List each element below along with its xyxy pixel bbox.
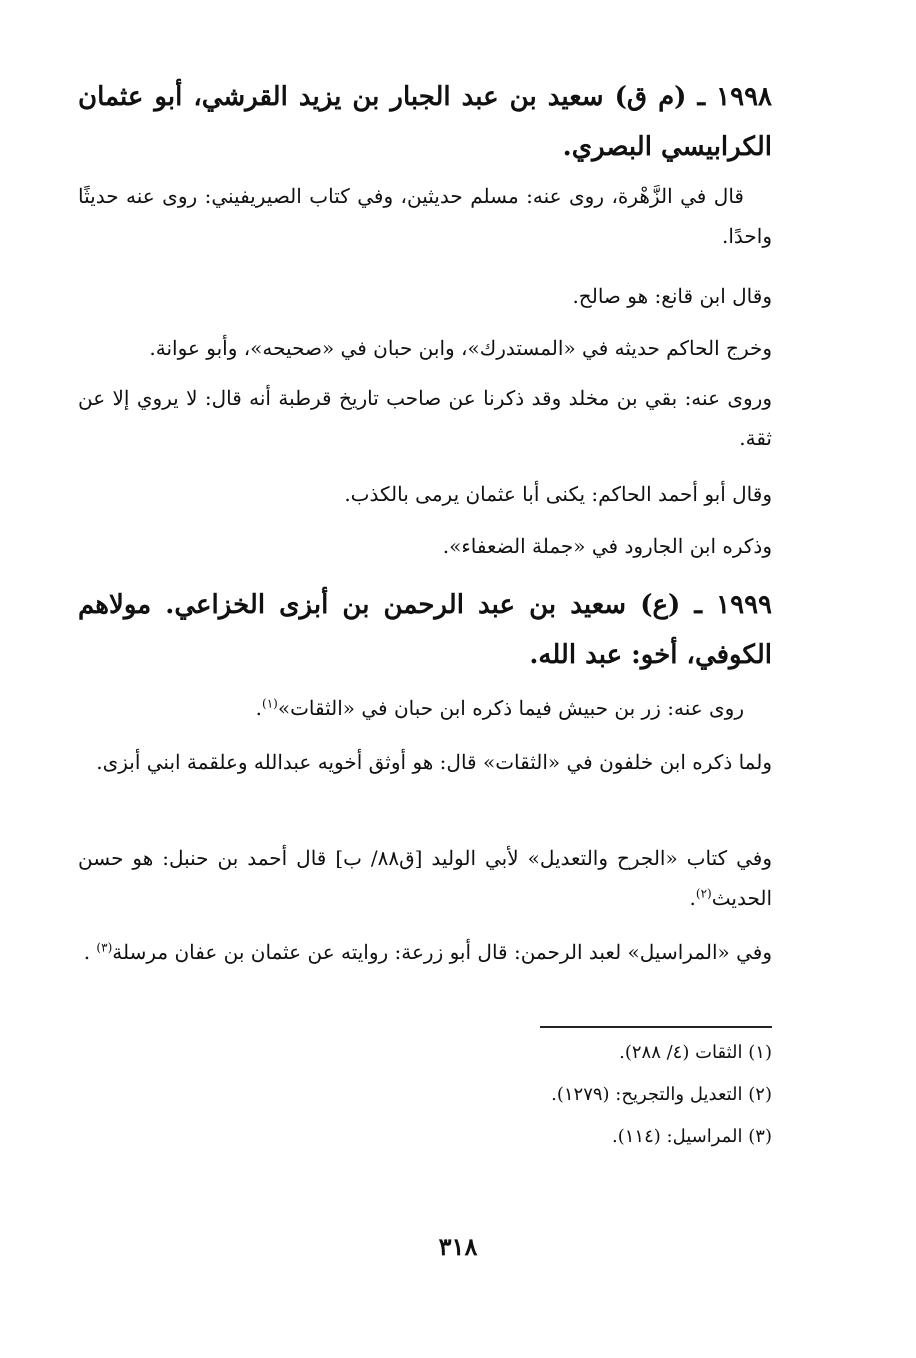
page-number: ٣١٨: [438, 1232, 478, 1261]
entry-1998-paragraph-2: وقال ابن قانع: هو صالح.: [572, 284, 772, 308]
entry-1999-paragraph-2: ولما ذكره ابن خلفون في «الثقات» قال: هو أوثق أخويه عبدالله وعلقمة ابني أبزى.: [96, 750, 772, 774]
footnote-3: (٣) المراسيل: (١١٤).: [612, 1126, 772, 1147]
entry-1999-paragraph-4: وفي «المراسيل» لعبد الرحمن: قال أبو زرعة: روايته عن عثمان بن عفان مرسلة$^{(٣)}$ .: [83, 940, 772, 964]
footnote-ref-2: (٢): [695, 886, 712, 901]
footnote-ref-1: (١): [262, 696, 278, 711]
entry-1998-paragraph-4: وروى عنه: بقي بن مخلد وقد ذكرنا عن صاحب تاريخ قرطبة أنه قال: لا يروي إلا عن ثقة.: [78, 386, 772, 450]
entry-1998-paragraph-1: قال في الزَّهْرة، روى عنه: مسلم حديثين، وفي كتاب الصيريفيني: روى عنه حديثًا واحدًا.: [78, 184, 772, 248]
entry-1999-paragraph-3: وفي كتاب «الجرح والتعديل» لأبي الوليد [ق٨٨/ ب] قال أحمد بن حنبل: هو حسن الحديث$^{(٢)}$.: [78, 846, 772, 910]
entry-1998-title: ١٩٩٨ ـ (م ق) سعيد بن عبد الجبار بن يزيد القرشي، أبو عثمان الكرابيسي البصري.: [78, 82, 772, 162]
entry-1998-paragraph-5: وقال أبو أحمد الحاكم: يكنى أبا عثمان يرمى بالكذب.: [344, 482, 772, 506]
entry-1998-paragraph-6: وذكره ابن الجارود في «جملة الضعفاء».: [442, 534, 772, 558]
footnote-ref-3: (٣): [96, 940, 113, 955]
footnote-2: (٢) التعديل والتجريح: (١٢٧٩).: [551, 1084, 772, 1105]
footnote-divider: [540, 1026, 772, 1028]
entry-1999-paragraph-1: روى عنه: زر بن حبيش فيما ذكره ابن حبان في «الثقات»$^{(١)}$.: [255, 696, 744, 720]
entry-1998-paragraph-3: وخرج الحاكم حديثه في «المستدرك»، وابن حبان في «صحيحه»، وأبو عوانة.: [149, 336, 772, 360]
entry-1999-title: ١٩٩٩ ـ (ع) سعيد بن عبد الرحمن بن أبزى الخزاعي. مولاهم الكوفي، أخو: عبد الله.: [78, 590, 772, 670]
footnote-1: (١) الثقات (٤/ ٢٨٨).: [619, 1042, 772, 1063]
